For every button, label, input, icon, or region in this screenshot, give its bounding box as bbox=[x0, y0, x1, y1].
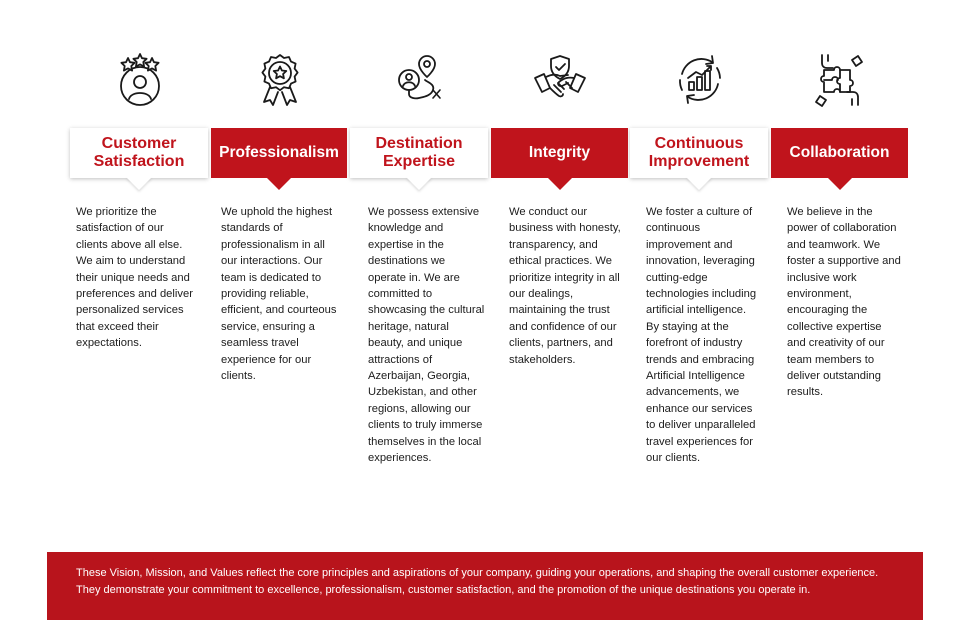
header-label: Destination Expertise bbox=[375, 135, 463, 170]
growth-cycle-icon bbox=[672, 52, 728, 108]
header-professionalism bbox=[211, 128, 347, 178]
header-label: Professionalism bbox=[219, 144, 339, 161]
header-label: Continuous Improvement bbox=[648, 135, 750, 170]
map-pin-route-icon bbox=[392, 52, 448, 108]
footer-text: These Vision, Mission, and Values reflect the core principles and aspirations of your company, guiding your operations, and shaping the overall customer experience. They demonstrate your commitment to excellence, professionalism, customer satisfaction, and the promotion of the unique destinations you operate in. bbox=[76, 567, 879, 596]
header-continuous-improvement bbox=[630, 128, 768, 178]
text-continuous-improvement: We foster a culture of continuous improvement and innovation, leveraging cutting-edge technologies including artificial intelligence. By staying at the forefront of industry trends and embracing Artificial Intelligence advancements, we enhance our services to deliver unparalleled travel experiences for our clients. bbox=[646, 206, 757, 465]
footer-banner bbox=[47, 552, 923, 620]
award-badge-icon bbox=[252, 52, 308, 108]
header-label: Customer Satisfaction bbox=[93, 135, 185, 170]
header-label: Integrity bbox=[528, 144, 591, 161]
text-destination-expertise: We possess extensive knowledge and expertise in the destinations we operate in. We are committed to showcasing the cultural heritage, natural beauty, and unique attractions of Azerbaijan, Georgia, Uzbekistan, and other regions, allowing our clients to truly immerse themselves in the local experiences. bbox=[368, 206, 485, 465]
header-integrity bbox=[491, 128, 628, 178]
header-customer-satisfaction bbox=[70, 128, 208, 178]
text-customer-satisfaction: We prioritize the satisfaction of our clients above all else. We aim to understand their unique needs and preferences and deliver personalized services that exceed their expectations. bbox=[76, 206, 193, 350]
text-professionalism: We uphold the highest standards of professionalism in all our interactions. Our team is dedicated to providing reliable, efficient, and courteous service, ensuring a seamless travel experience for our clients. bbox=[221, 206, 337, 383]
puzzle-hands-icon bbox=[812, 52, 868, 108]
customer-satisfaction-icon bbox=[112, 52, 168, 108]
header-collaboration bbox=[771, 128, 908, 178]
text-integrity: We conduct our business with honesty, transparency, and ethical practices. We prioritize integrity in all our dealings, maintaining the trust and confidence of our clients, partners, and stakeholders. bbox=[509, 206, 621, 366]
header-label: Collaboration bbox=[789, 144, 890, 161]
header-destination-expertise bbox=[350, 128, 488, 178]
text-collaboration: We believe in the power of collaboration and teamwork. We foster a supportive and inclusive work environment, encouraging the collective expertise and creativity of our team members to deliver outstanding results. bbox=[787, 206, 901, 399]
handshake-shield-icon bbox=[532, 52, 588, 108]
